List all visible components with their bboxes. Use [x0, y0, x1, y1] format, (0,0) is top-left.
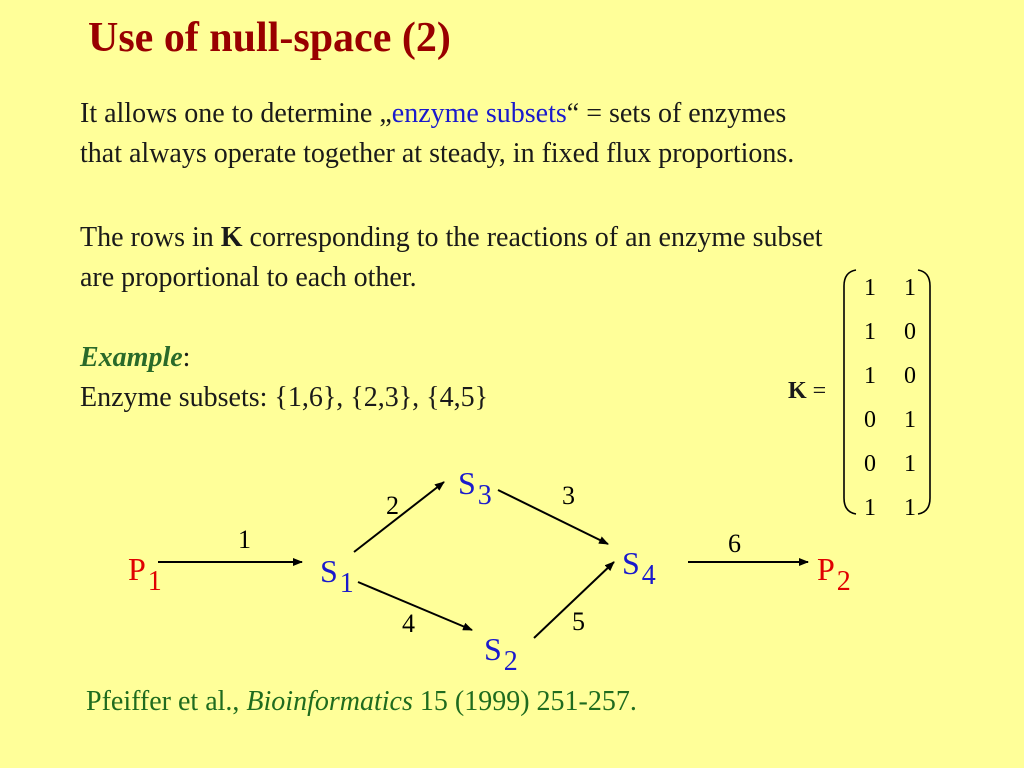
- matrix-cell-r1-c1: 1: [864, 275, 876, 301]
- enzyme-subsets-list: Enzyme subsets: {1,6}, {2,3}, {4,5}: [80, 382, 489, 413]
- paragraph-rows-in-k: [80, 218, 823, 298]
- reaction-label-2: 2: [386, 491, 399, 520]
- reaction-arrow-4: [358, 582, 472, 630]
- matrix-cell-r4-c2: 1: [904, 407, 916, 433]
- reaction-label-4: 4: [402, 609, 415, 638]
- matrix-cell-r2-c1: 1: [864, 319, 876, 345]
- matrix-right-bracket: [918, 270, 930, 514]
- reaction-label-5: 5: [572, 607, 585, 636]
- matrix-cell-r3-c1: 1: [864, 363, 876, 389]
- matrix-cells: [864, 275, 916, 521]
- node-s4: S4: [622, 545, 656, 591]
- matrix-cell-r5-c1: 0: [864, 451, 876, 477]
- enzyme-subsets-term: enzyme subsets: [391, 98, 567, 129]
- node-s1: S1: [320, 553, 354, 599]
- matrix-cell-r6-c1: 1: [864, 495, 876, 521]
- matrix-cell-r3-c2: 0: [904, 363, 916, 389]
- para2-line2: are proportional to each other.: [80, 262, 417, 293]
- reaction-arrow-3: [498, 490, 608, 544]
- k-matrix: [770, 262, 950, 522]
- example-colon: :: [182, 342, 191, 373]
- reaction-label-1: 1: [238, 525, 251, 554]
- citation-journal: Bioinformatics: [246, 686, 413, 717]
- node-p2: P2: [817, 551, 851, 597]
- node-s3: S3: [458, 465, 492, 511]
- k-symbol: K: [220, 222, 243, 253]
- para2-text-a: The rows in: [80, 222, 221, 253]
- k-matrix-svg: [770, 262, 950, 522]
- reaction-label-6: 6: [728, 529, 741, 558]
- citation-authors: Pfeiffer et al.,: [86, 686, 247, 717]
- paragraph-enzyme-subsets: [80, 94, 794, 174]
- node-p1: P1: [128, 551, 162, 597]
- k-equals: =: [812, 378, 827, 404]
- matrix-cell-r1-c2: 1: [904, 275, 916, 301]
- k-matrix-name: K: [788, 378, 807, 404]
- citation-details: 15 (1999) 251-257.: [412, 686, 637, 717]
- example-label: Example: [80, 342, 183, 373]
- slide-title: Use of null-space (2): [88, 15, 451, 61]
- matrix-cell-r5-c2: 1: [904, 451, 916, 477]
- para1-line2: that always operate together at steady, in fixed flux proportions.: [80, 138, 795, 169]
- citation: [86, 686, 637, 718]
- reaction-network: [120, 450, 851, 685]
- matrix-cell-r4-c1: 0: [864, 407, 876, 433]
- reaction-arrow-2: [354, 482, 444, 552]
- matrix-cell-r2-c2: 0: [904, 319, 916, 345]
- matrix-left-bracket: [844, 270, 856, 514]
- reaction-label-3: 3: [562, 481, 575, 510]
- para2-text-b: corresponding to the reactions of an enzyme subset: [242, 222, 823, 253]
- example-heading: [80, 338, 190, 378]
- para1-text-a: It allows one to determine „: [80, 98, 392, 129]
- para1-text-b: “ = sets of enzymes: [566, 98, 787, 129]
- node-s2: S2: [484, 631, 518, 677]
- matrix-cell-r6-c2: 1: [904, 495, 916, 521]
